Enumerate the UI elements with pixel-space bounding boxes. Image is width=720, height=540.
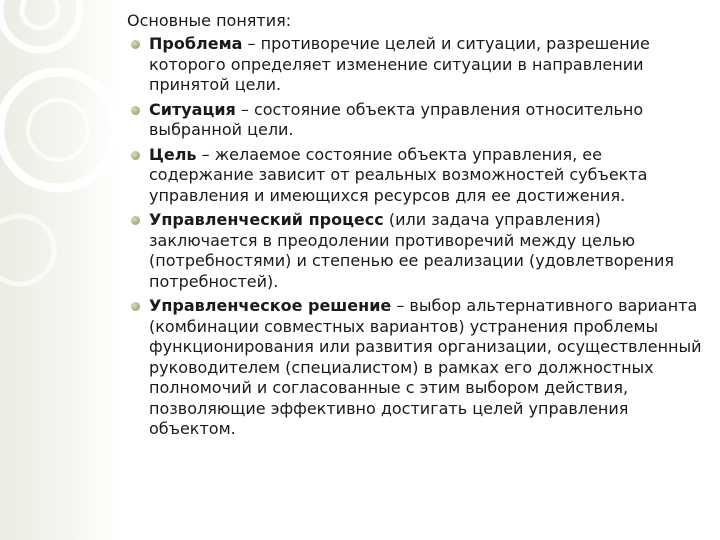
bullet-icon <box>131 302 140 311</box>
term-problem: Проблема <box>149 34 243 53</box>
definition-problem: – противоречие целей и ситуации, разрешение которого определяет изменение ситуации в направлении принятой цели. <box>149 34 650 94</box>
decorative-circles <box>0 0 130 540</box>
definition-management-process: (или задача управления) заключается в преодолении противоречий между целью (потребностями) и степенью ее реализации (удовлетворения потребностей). <box>149 210 675 291</box>
term-situation: Ситуация <box>149 99 236 119</box>
term-goal: Цель <box>149 144 197 164</box>
concept-list <box>127 34 702 440</box>
list-item-management-process <box>127 210 702 292</box>
definition-situation: – состояние объекта управления относительно выбранной цели. <box>149 99 644 139</box>
definition-management-decision: – выбор альтернативного варианта (комбинации совместных вариантов) устранения проблемы функционирования или развития организации, осуществленный руководителем (специалистом) в рамках его должностных полномочий и согласованные с этим выбором действия, позволяющие эффективно достигать целей управления объектом. <box>149 296 702 438</box>
term-management-decision: Управленческое решение <box>149 296 392 315</box>
definition-goal: – желаемое состояние объекта управления, ее содержание зависит от реальных возможностей субъекта управления и имеющихся ресурсов для ее достижения. <box>149 144 648 205</box>
bullet-icon <box>131 151 140 160</box>
list-item-management-decision <box>127 296 702 440</box>
bullet-icon <box>131 106 140 115</box>
term-management-process: Управленческий процесс <box>149 210 384 229</box>
slide-heading: Основные понятия: <box>127 11 292 30</box>
slide-content <box>127 10 702 444</box>
list-item-situation <box>127 100 702 141</box>
list-item-problem <box>127 34 702 96</box>
bullet-icon <box>131 40 140 49</box>
bullet-icon <box>131 216 140 225</box>
list-item-goal <box>127 145 702 207</box>
